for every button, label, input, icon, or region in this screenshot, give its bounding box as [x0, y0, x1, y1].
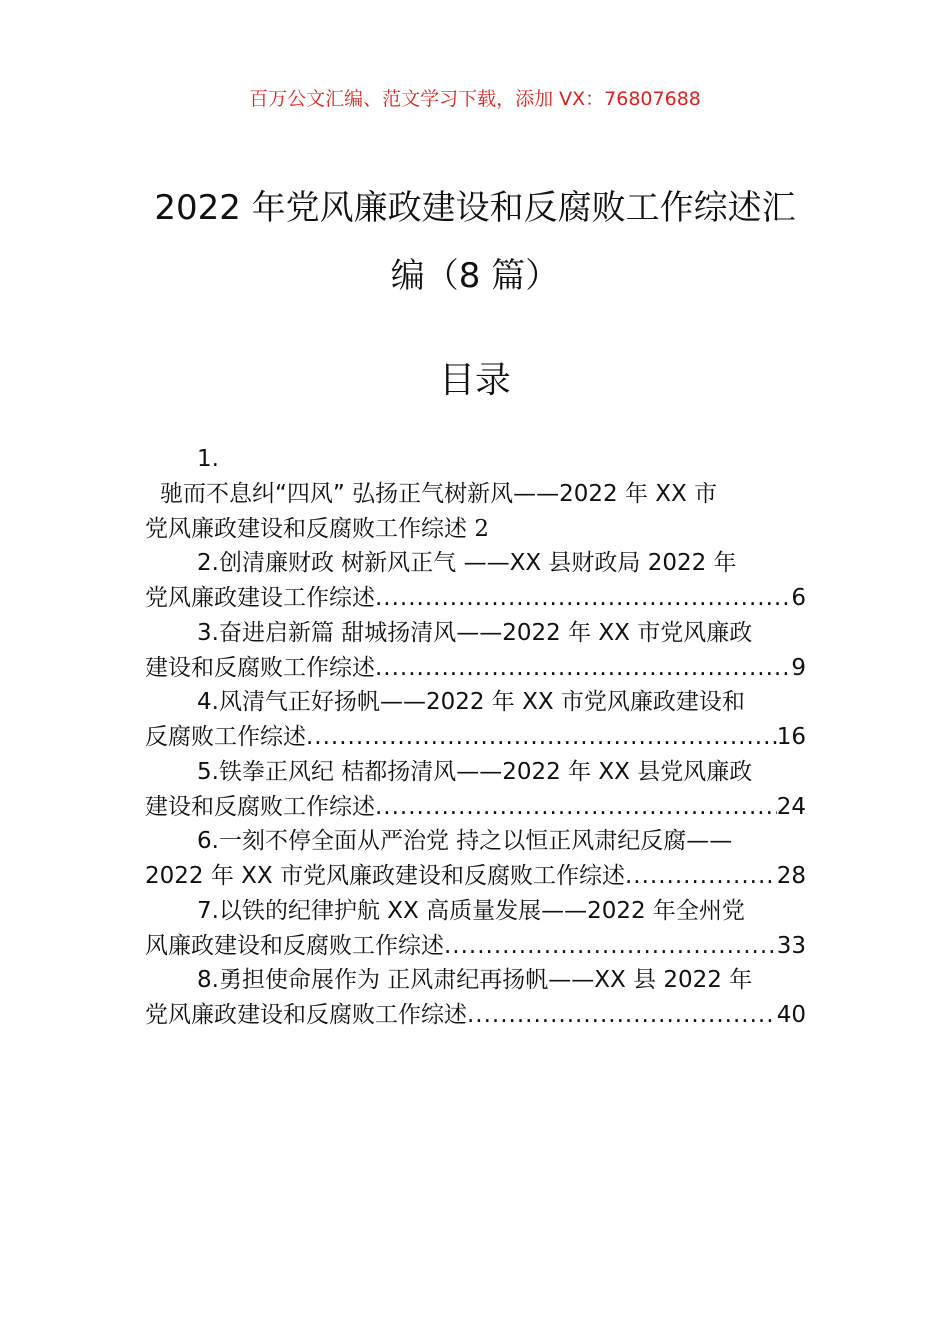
- toc-entry-page: 33: [776, 932, 806, 959]
- toc-entry-page: 40: [776, 1002, 806, 1028]
- table-of-contents: [145, 442, 806, 1033]
- toc-entry-page: 2: [474, 515, 489, 542]
- toc-entry-page: 24: [776, 793, 806, 820]
- toc-entry-title-cont: 党风廉政建设和反腐败工作综述: [145, 515, 467, 542]
- toc-entry-title-cont: 建设和反腐败工作综述: [145, 654, 375, 681]
- dot-leader: [444, 929, 777, 964]
- toc-entry-title-cont: 党风廉政建设和反腐败工作综述: [145, 1002, 467, 1028]
- toc-heading: 目录: [438, 360, 511, 401]
- toc-entry-2[interactable]: [145, 546, 806, 616]
- toc-entry-title: 4.风清气正好扬帆——2022 年 XX 市党风廉政建设和: [197, 689, 745, 716]
- dot-leader: [375, 581, 791, 616]
- toc-entry-3[interactable]: [145, 616, 806, 686]
- toc-entry-title: 2.创清廉财政 树新风正气 ——XX 县财政局 2022 年: [197, 550, 737, 577]
- toc-entry-title-cont: 2022 年 XX 市党风廉政建设和反腐败工作综述: [145, 863, 625, 889]
- document-title-line2: 编（8 篇）: [390, 256, 560, 296]
- toc-entry-5[interactable]: [145, 755, 806, 825]
- toc-entry-4[interactable]: [145, 685, 806, 755]
- toc-entry-title-cont: 风廉政建设和反腐败工作综述: [145, 932, 444, 959]
- toc-entry-6[interactable]: [145, 824, 806, 894]
- toc-entry-title: 7.以铁的纪律护航 XX 高质量发展——2022 年全州党: [197, 897, 745, 924]
- dot-leader: [375, 790, 777, 825]
- toc-entry-title: 驰而不息纠“四风” 弘扬正气树新风——2022 年 XX 市: [160, 480, 718, 507]
- toc-entry-page: 6: [791, 585, 806, 611]
- toc-entry-title: 3.奋进启新篇 甜城扬清风——2022 年 XX 市党风廉政: [197, 619, 753, 646]
- toc-entry-title: 5.铁拳正风纪 桔都扬清风——2022 年 XX 县党风廉政: [197, 758, 753, 785]
- toc-entry-number: 1.: [197, 446, 219, 472]
- toc-entry-title: 6.一刻不停全面从严治党 持之以恒正风肃纪反腐——: [197, 828, 733, 855]
- toc-entry-title-cont: 党风廉政建设工作综述: [145, 585, 375, 611]
- toc-entry-1[interactable]: [145, 442, 806, 546]
- toc-entry-8[interactable]: [145, 963, 806, 1033]
- toc-entry-page: 28: [776, 863, 806, 889]
- toc-entry-title-cont: 建设和反腐败工作综述: [145, 793, 375, 820]
- toc-entry-page: 9: [791, 654, 806, 681]
- document-title-line1: 2022 年党风廉政建设和反腐败工作综述汇: [154, 188, 796, 228]
- dot-leader: [625, 859, 777, 894]
- toc-entry-page: 16: [776, 724, 806, 750]
- toc-entry-title: 8.勇担使命展作为 正风肃纪再扬帆——XX 县 2022 年: [197, 967, 753, 994]
- dot-leader: [467, 998, 777, 1033]
- toc-entry-title-cont: 反腐败工作综述: [145, 724, 306, 750]
- dot-leader: [306, 720, 777, 755]
- toc-entry-7[interactable]: [145, 894, 806, 964]
- dot-leader: [375, 651, 791, 686]
- header-note: 百万公文汇编、范文学习下载，添加 VX：76807688: [249, 88, 701, 110]
